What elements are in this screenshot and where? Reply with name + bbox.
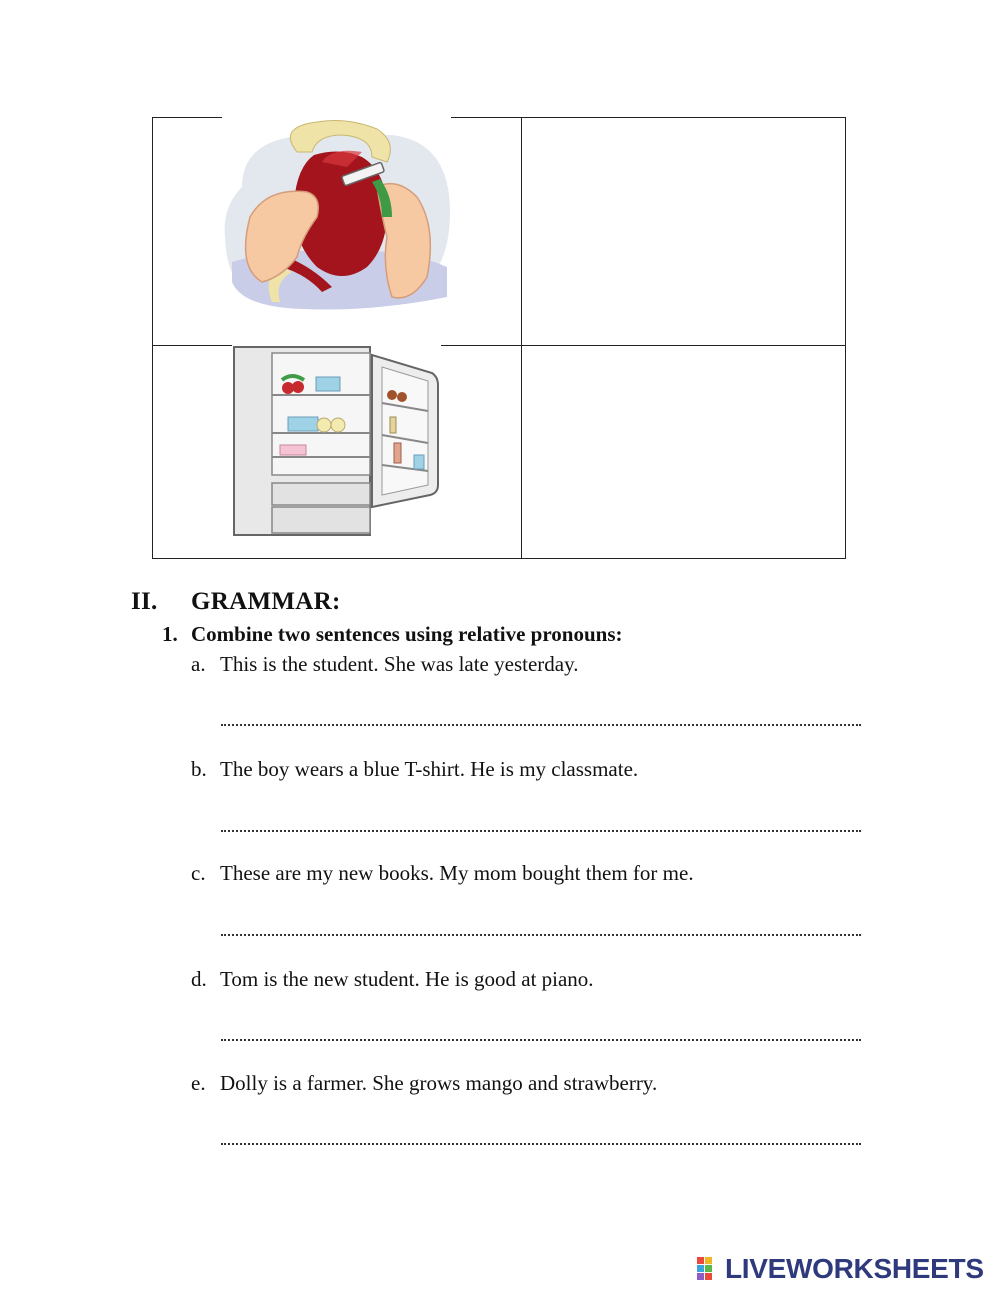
task-number: 1.: [162, 622, 178, 646]
question-text: Dolly is a farmer. She grows mango and strawberry.: [220, 1071, 658, 1095]
peeling-apple-image: [222, 117, 452, 312]
question-text: The boy wears a blue T-shirt. He is my classmate.: [220, 757, 639, 781]
answer-line-a[interactable]: [221, 712, 861, 726]
answer-cell-2[interactable]: [522, 346, 845, 558]
question-a: [191, 652, 578, 677]
question-letter: e.: [191, 1071, 206, 1095]
answer-line-d[interactable]: [221, 1027, 861, 1041]
question-letter: d.: [191, 967, 207, 991]
question-text: This is the student. She was late yesterday.: [220, 652, 579, 676]
liveworksheets-logo: [697, 1253, 984, 1285]
table-border-bottom: [152, 558, 846, 559]
table-border-right: [845, 117, 846, 559]
table-border-middle-left: [152, 345, 232, 346]
vocabulary-table: [152, 117, 846, 559]
question-c: [191, 861, 694, 886]
answer-line-c[interactable]: [221, 922, 861, 936]
question-letter: c.: [191, 861, 206, 885]
liveworksheets-logo-icon: [697, 1257, 721, 1281]
question-b: [191, 757, 638, 782]
open-fridge-image: [232, 345, 442, 537]
section-heading: [131, 588, 341, 616]
answer-line-e[interactable]: [221, 1131, 861, 1145]
question-e: [191, 1071, 657, 1096]
answer-cell-1[interactable]: [522, 118, 845, 345]
table-border-top-left: [152, 117, 222, 118]
task-text: Combine two sentences using relative pronouns:: [191, 622, 623, 646]
answer-line-b[interactable]: [221, 818, 861, 832]
table-border-left: [152, 117, 153, 559]
liveworksheets-logo-text: LIVEWORKSHEETS: [725, 1253, 984, 1284]
task-instruction: [162, 622, 623, 647]
question-letter: b.: [191, 757, 207, 781]
section-number: II.: [131, 588, 158, 615]
question-text: These are my new books. My mom bought them for me.: [220, 861, 694, 885]
question-letter: a.: [191, 652, 206, 676]
section-title: GRAMMAR:: [191, 588, 341, 615]
question-text: Tom is the new student. He is good at piano.: [220, 967, 594, 991]
question-d: [191, 967, 594, 992]
